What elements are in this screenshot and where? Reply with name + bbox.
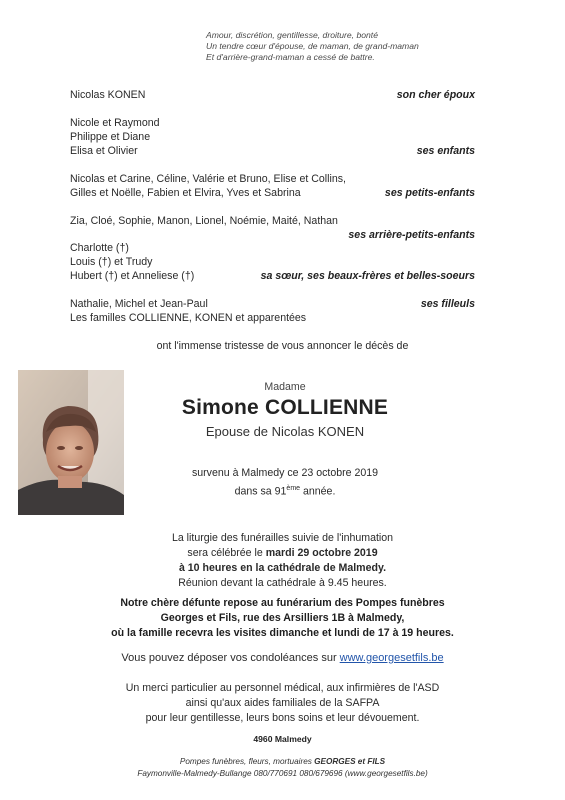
family-siblings (70, 241, 475, 283)
condolences-text: Vous pouvez déposer vos condoléances sur (121, 652, 340, 664)
family-related: Les familles COLLIENNE, KONEN et apparentées (70, 312, 307, 324)
death-details (130, 466, 440, 500)
family-name: Zia, Cloé, Sophie, Manon, Lionel, Noémie, Maité, Nathan (70, 215, 338, 227)
family-name: Charlotte (†) (70, 242, 129, 254)
city: 4960 Malmedy (253, 734, 312, 744)
family-godchildren (70, 297, 475, 325)
portrait-image (18, 370, 124, 515)
thanks-line: ainsi qu'aux aides familiales de la SAFPA (185, 697, 380, 709)
deceased-spouse: Epouse de Nicolas KONEN (205, 424, 365, 439)
deceased-name: Simone COLLIENNE (181, 396, 389, 419)
family-name: Philippe et Diane (70, 131, 151, 143)
liturgy-line: Réunion devant la cathédrale à 9.45 heures. (178, 577, 387, 589)
family-role: ses petits-enfants (384, 187, 475, 199)
family-children (70, 116, 475, 158)
family-name: Nicolas KONEN (70, 89, 146, 101)
announcement: ont l'immense tristesse de vous annoncer le décès de (156, 340, 409, 352)
footer-line: Faymonville-Malmedy-Bullange 080/770691 080/679696 (www.georgesetfils.be) (137, 769, 428, 778)
epitaph-line: Et d'arrière-grand-maman a cessé de battre. (206, 52, 375, 62)
liturgy-info (20, 531, 545, 591)
family-role: ses arrière-petits-enfants (348, 229, 475, 241)
condolences (20, 651, 545, 666)
liturgy-line: La liturgie des funérailles suivie de l'inhumation (171, 532, 394, 544)
family-grandchildren (70, 172, 475, 200)
family-name: Gilles et Noëlle, Fabien et Elvira, Yves et Sabrina (70, 187, 301, 199)
family-name: Hubert (†) et Anneliese (†) (70, 270, 195, 282)
liturgy-line: à 10 heures en la cathédrale de Malmedy. (178, 562, 387, 574)
death-date: survenu à Malmedy ce 23 octobre 2019 (191, 467, 379, 479)
epitaph-line: Un tendre cœur d'épouse, de maman, de grand-maman (206, 41, 419, 51)
repose-line: Notre chère défunte repose au funérarium des Pompes funèbres (120, 597, 445, 609)
epitaph (206, 30, 536, 63)
repose-line: Georges et Fils, rue des Arsilliers 1B à Malmedy, (160, 612, 405, 624)
condolences-link[interactable]: www.georgesetfils.be (339, 652, 444, 664)
deceased-title: Madame (264, 381, 306, 393)
portrait-photo (18, 370, 124, 515)
family-husband (70, 88, 475, 102)
family-name: Nicolas et Carine, Céline, Valérie et Bruno, Elise et Collins, (70, 173, 346, 185)
family-role: sa sœur, ses beaux-frères et belles-soeurs (260, 270, 475, 282)
liturgy-line: sera célébrée le mardi 29 octobre 2019 (187, 547, 378, 559)
thanks (20, 681, 545, 726)
footer (20, 756, 545, 780)
family-name: Nicole et Raymond (70, 117, 160, 129)
family-name: Nathalie, Michel et Jean-Paul (70, 298, 208, 310)
family-name: Elisa et Olivier (70, 145, 138, 157)
thanks-line: Un merci particulier au personnel médical, aux infirmières de l'ASD (125, 682, 440, 694)
footer-line: Pompes funèbres, fleurs, mortuaires GEORGES et FILS (179, 757, 386, 766)
family-role: ses filleuls (420, 298, 475, 310)
family-role: son cher époux (396, 89, 475, 101)
repose-info (20, 596, 545, 641)
family-great-grandchildren (70, 214, 475, 242)
thanks-line: pour leur gentillesse, leurs bons soins et leur dévouement. (145, 712, 420, 724)
family-role: ses enfants (416, 145, 475, 157)
epitaph-line: Amour, discrétion, gentillesse, droiture, bonté (206, 30, 378, 40)
family-name: Louis (†) et Trudy (70, 256, 153, 268)
repose-line: où la famille recevra les visites dimanche et lundi de 17 à 19 heures. (111, 627, 454, 639)
death-age: dans sa 91ème année. (234, 485, 336, 498)
